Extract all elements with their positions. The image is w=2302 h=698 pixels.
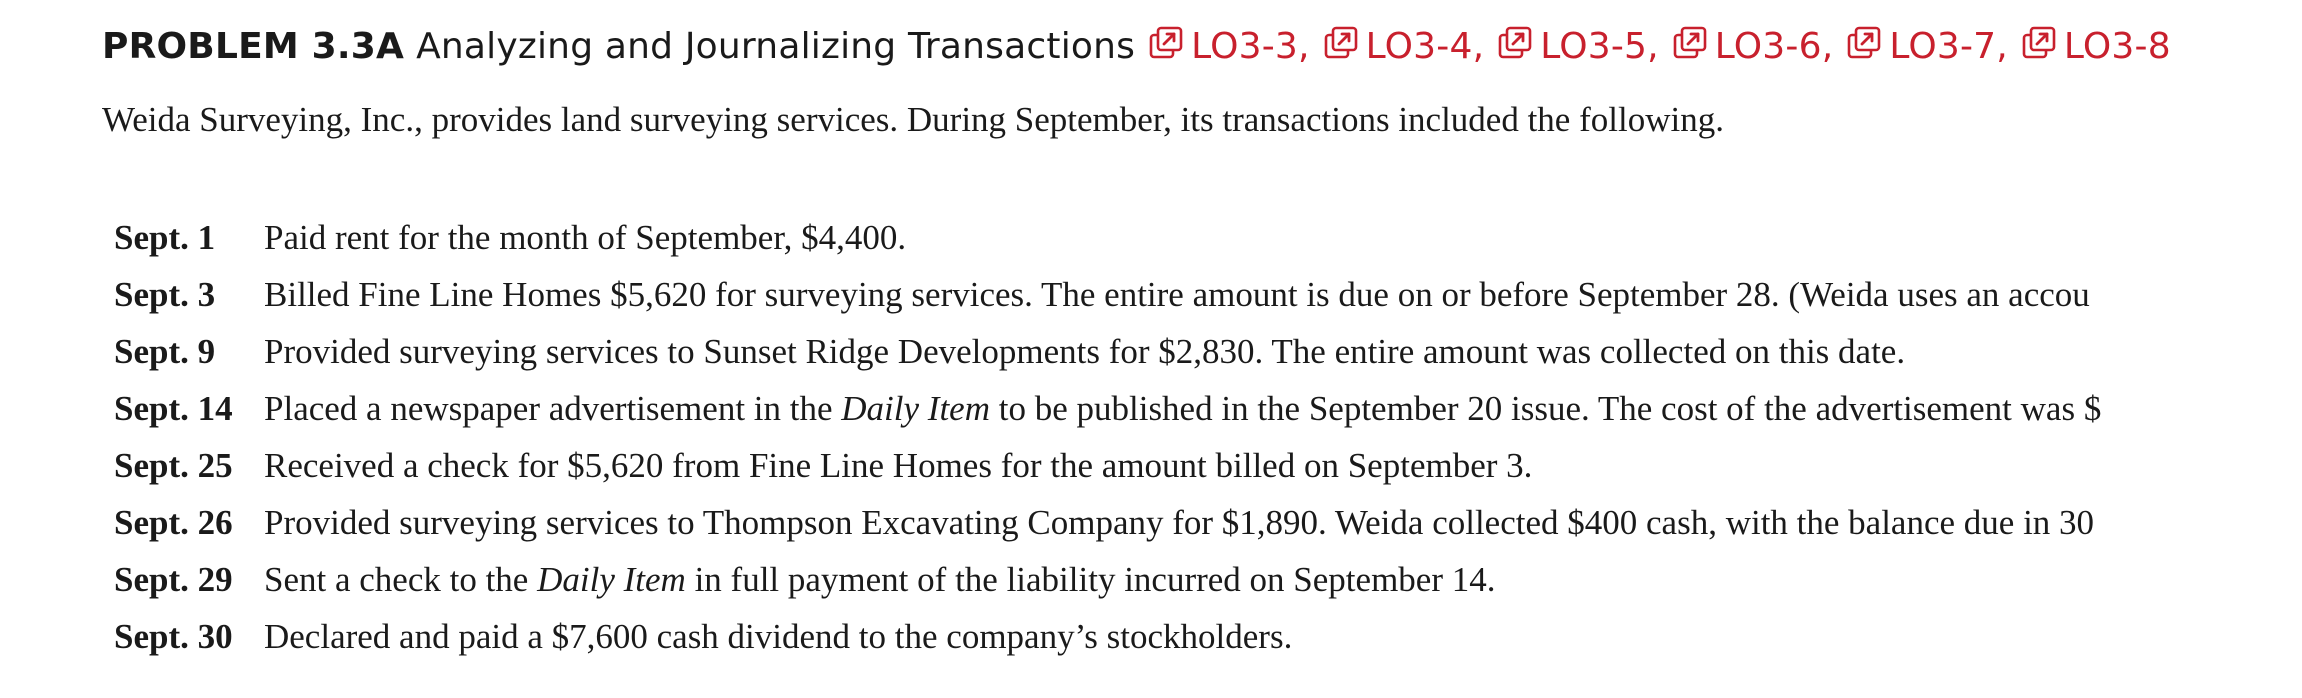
transaction-row [114, 332, 2302, 389]
transaction-description [264, 560, 2302, 600]
description-text: Provided surveying services to Sunset Ridge Developments for $2,830. The entire amount was collected on this date. [264, 332, 1906, 371]
learning-objective-links [1149, 26, 2185, 67]
description-text: Declared and paid a $7,600 cash dividend to the company’s stockholders. [264, 617, 1293, 656]
transaction-description [264, 617, 2302, 657]
lo-link-label: LO3-6, [1714, 25, 1834, 67]
description-text: Billed Fine Line Homes $5,620 for surveying services. The entire amount is due on or before September 28. (Weida uses an accou [264, 275, 2090, 314]
lo-link-4[interactable] [1673, 26, 1834, 67]
transaction-date: Sept. 1 [114, 218, 216, 257]
problem-heading [102, 20, 2185, 72]
lo-link-6[interactable] [2022, 26, 2171, 67]
lo-link-label: LO3-8 [2063, 25, 2171, 67]
transaction-row [114, 503, 2302, 560]
transaction-row [114, 389, 2302, 446]
description-text: in full payment of the liability incurred on September 14. [685, 560, 1496, 599]
description-text: Sent a check to the [264, 560, 538, 599]
transaction-row [114, 560, 2302, 617]
external-link-icon [2022, 26, 2056, 60]
lo-link-1[interactable] [1149, 26, 1310, 67]
transaction-date: Sept. 30 [114, 617, 233, 656]
transaction-row [114, 617, 2302, 674]
transaction-description [264, 503, 2302, 543]
intro-paragraph: Weida Surveying, Inc., provides land surveying services. During September, its transactions included the following. [102, 100, 1724, 139]
publication-name: Daily Item [537, 560, 686, 599]
transaction-date: Sept. 9 [114, 332, 216, 371]
description-text: Paid rent for the month of September, $4,400. [264, 218, 907, 257]
external-link-icon [1324, 26, 1358, 60]
lo-link-label: LO3-4, [1365, 25, 1485, 67]
transaction-row [114, 275, 2302, 332]
lo-link-5[interactable] [1847, 26, 2008, 67]
transaction-date: Sept. 26 [114, 503, 233, 542]
lo-link-3[interactable] [1498, 26, 1659, 67]
transaction-row [114, 218, 2302, 275]
description-text: to be published in the September 20 issue. The cost of the advertisement was $ [989, 389, 2102, 428]
transaction-date: Sept. 25 [114, 446, 233, 485]
transaction-description [264, 218, 2302, 258]
lo-link-label: LO3-7, [1889, 25, 2008, 67]
problem-title: Analyzing and Journalizing Transactions [416, 25, 1136, 67]
lo-link-label: LO3-3, [1191, 25, 1310, 67]
transaction-row [114, 446, 2302, 503]
external-link-icon [1847, 26, 1881, 60]
external-link-icon [1673, 26, 1707, 60]
transaction-list [114, 218, 2302, 674]
transaction-description [264, 389, 2302, 429]
transaction-description [264, 275, 2302, 315]
transaction-description [264, 332, 2302, 372]
publication-name: Daily Item [841, 389, 990, 428]
description-text: Provided surveying services to Thompson Excavating Company for $1,890. Weida collected $400 cash, with the balance due in 30 [264, 503, 2095, 542]
transaction-date: Sept. 14 [114, 389, 233, 428]
lo-link-2[interactable] [1324, 26, 1485, 67]
description-text: Placed a newspaper advertisement in the [264, 389, 842, 428]
lo-link-label: LO3-5, [1540, 25, 1659, 67]
transaction-date: Sept. 3 [114, 275, 216, 314]
external-link-icon [1498, 26, 1532, 60]
transaction-description [264, 446, 2302, 486]
transaction-date: Sept. 29 [114, 560, 233, 599]
problem-label: PROBLEM 3.3A [102, 25, 405, 67]
description-text: Received a check for $5,620 from Fine Line Homes for the amount billed on September 3. [264, 446, 1533, 485]
external-link-icon [1149, 26, 1183, 60]
